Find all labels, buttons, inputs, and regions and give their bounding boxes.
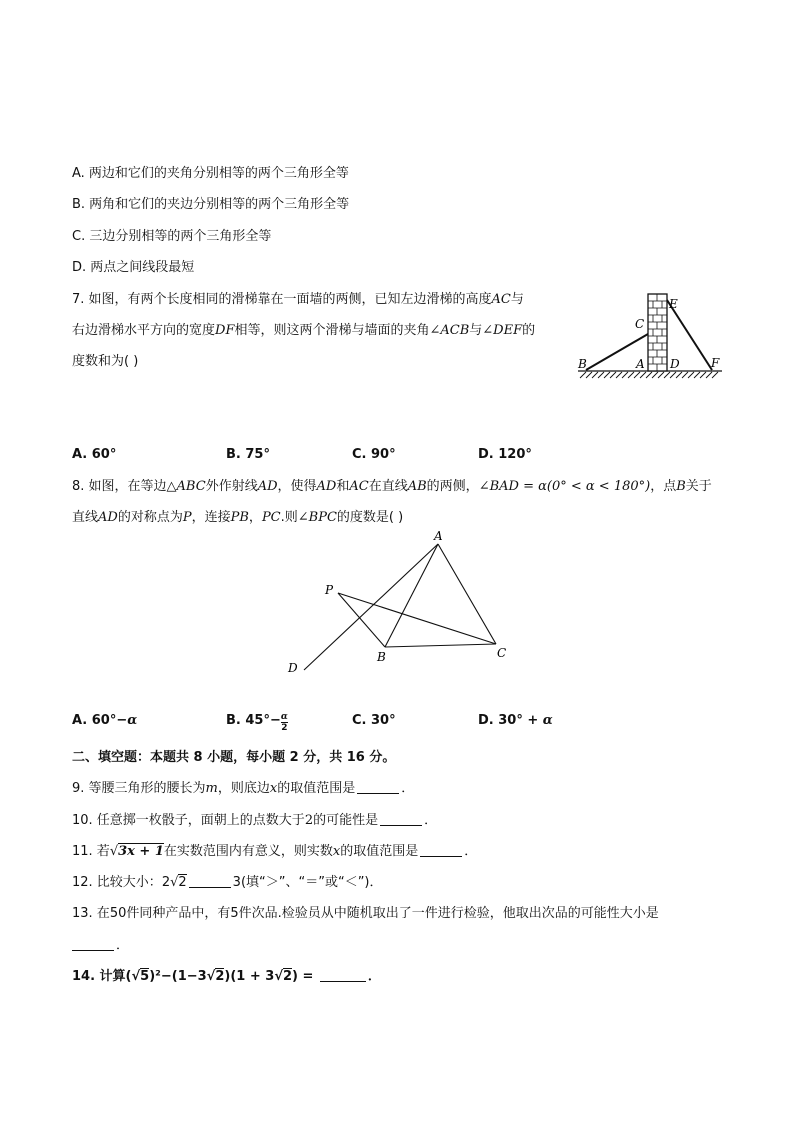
q11: [72, 843, 477, 861]
side-ab: [385, 544, 438, 647]
q8-math: PB: [230, 510, 249, 525]
fraction-denominator: 2: [281, 723, 288, 733]
q14: [72, 968, 381, 986]
q13-text: ．: [116, 938, 130, 953]
q9: [72, 780, 414, 798]
q14-text: ) =: [292, 969, 318, 984]
q8-option-c: C. 30°: [352, 713, 396, 728]
q7-option-b: B. 75°: [226, 447, 270, 462]
answer-blank[interactable]: [72, 937, 114, 951]
q12: [72, 874, 383, 892]
sqrt-sign: √: [170, 875, 179, 890]
q8-option-a-text: A. 60°−: [72, 713, 128, 728]
q11-text: 的取值范围是: [340, 844, 419, 859]
q8-option-a-math: α: [127, 713, 138, 728]
sqrt-sign: √: [206, 969, 216, 984]
q8-stem-line1: [72, 478, 712, 496]
q12-math: 2: [161, 875, 171, 890]
q8-math: AD: [257, 479, 278, 494]
q14-radicand: 2: [282, 969, 293, 984]
q8-text: 8. 如图，在等边: [72, 479, 167, 494]
q8-math: PC: [261, 510, 281, 525]
q6-option-c: C. 三边分别相等的两个三角形全等: [72, 229, 272, 244]
q7-figure: [572, 288, 727, 384]
ray-ad: [304, 544, 438, 670]
q10: [72, 812, 437, 830]
q11-text: ．: [464, 844, 478, 859]
q13-math: 5: [230, 906, 239, 921]
segment-pc: [338, 593, 496, 644]
q7-math: ∠ACB: [429, 323, 470, 338]
q7-math: ∠DEF: [482, 323, 523, 338]
q8-text: ，: [248, 510, 262, 525]
answer-blank[interactable]: [380, 812, 422, 826]
q8-math: AD: [316, 479, 337, 494]
answer-blank[interactable]: [189, 874, 231, 888]
q7-math: DF: [215, 323, 235, 338]
q8-math: AD: [98, 510, 118, 525]
sqrt-sign: √: [274, 969, 283, 984]
q7-text: 与: [510, 292, 524, 307]
q14-text: )²−(1−3: [149, 969, 207, 984]
q8-option-d-text: D. 30° +: [478, 713, 543, 728]
fraction-numerator: α: [280, 712, 288, 722]
q14-text: )(1 + 3: [224, 969, 275, 984]
q10-text: 的可能性是: [313, 813, 379, 828]
q8-math: ∠BAD = α(0° < α < 180°): [478, 479, 651, 494]
q13-text: 13. 在: [72, 906, 110, 921]
q8-figure: [280, 530, 520, 680]
q8-text: 在直线: [368, 479, 408, 494]
q7-text: 的: [522, 323, 536, 338]
sqrt-sign: √: [131, 969, 141, 984]
ground-hatching: [580, 372, 718, 378]
label-b: B: [377, 650, 386, 664]
q14-radicand: 2: [215, 969, 225, 984]
q13-line2: [72, 937, 129, 955]
q9-text: 9. 等腰三角形的腰长为: [72, 781, 206, 796]
q12-radicand: 2: [178, 875, 187, 890]
label-c: C: [497, 646, 507, 660]
q8-option-b-text: B. 45°−: [226, 713, 281, 728]
q13-math: 50: [109, 906, 127, 921]
q9-math: x: [269, 781, 278, 796]
q10-text: ．: [424, 813, 438, 828]
q8-text: ，点: [650, 479, 677, 494]
q8-text: 的度数是( ): [336, 510, 404, 525]
q11-text: 在实数范围内有意义，则实数: [163, 844, 333, 859]
label-f: F: [711, 356, 720, 370]
q10-text: 10. 任意掷一枚骰子，面朝上的点数大于: [72, 813, 305, 828]
answer-blank[interactable]: [320, 968, 366, 982]
q8-math: B: [676, 479, 686, 494]
q8-option-a: [72, 712, 137, 730]
q12-math: 3: [232, 875, 241, 890]
q7-text: 右边滑梯水平方向的宽度: [72, 323, 216, 338]
q7-math: AC: [491, 292, 511, 307]
q12-text: (填“＞”、“＝”或“＜”)．: [240, 875, 383, 890]
q14-text: 14. 计算(: [72, 969, 132, 984]
label-d: D: [670, 357, 680, 371]
q8-math: AB: [407, 479, 427, 494]
q8-option-d-math: α: [542, 713, 553, 728]
q8-math: ∠BPC: [297, 510, 337, 525]
fraction-alpha-over-2: [281, 712, 288, 733]
q7-text: 7. 如图，有两个长度相同的滑梯靠在一面墙的两侧，已知左边滑梯的高度: [72, 292, 492, 307]
label-p: P: [325, 583, 334, 597]
q8-text: 和: [336, 479, 350, 494]
brick-wall: [648, 294, 667, 371]
q13-text: 件同种产品中，有: [126, 906, 231, 921]
section-fill-blank-heading: 二、填空题：本题共 8 小题，每小题 2 分，共 16 分。: [72, 750, 396, 765]
q8-text: .则: [280, 510, 298, 525]
sqrt-sign: √: [109, 844, 119, 859]
q6-option-a: A. 两边和它们的夹角分别相等的两个三角形全等: [72, 166, 349, 181]
answer-blank[interactable]: [420, 843, 462, 857]
q8-math: △ABC: [166, 479, 206, 494]
q11-math: x: [332, 844, 341, 859]
label-e: E: [669, 297, 678, 311]
q8-text: ，连接: [191, 510, 231, 525]
q10-math: 2: [304, 813, 314, 828]
q8-text: ，使得: [277, 479, 317, 494]
q8-text: 直线: [72, 510, 99, 525]
q7-stem-line3: 度数和为( ): [72, 354, 139, 369]
q8-math: P: [182, 510, 192, 525]
label-a: A: [636, 357, 645, 371]
q7-stem-line2: [72, 322, 535, 340]
q11-radicand: 3x + 1: [118, 844, 164, 859]
q7-stem-line1: [72, 291, 524, 309]
answer-blank[interactable]: [357, 780, 399, 794]
q8-text: 的两侧，: [426, 479, 479, 494]
q7-option-c: C. 90°: [352, 447, 396, 462]
q9-math: m: [205, 781, 218, 796]
q8-option-d: [478, 712, 553, 730]
q6-option-d: D. 两点之间线段最短: [72, 260, 195, 275]
q9-text: ．: [401, 781, 415, 796]
q9-text: ，则底边: [217, 781, 270, 796]
q14-text: ．: [367, 969, 381, 984]
q7-text: 与: [469, 323, 483, 338]
q7-option-a: A. 60°: [72, 447, 117, 462]
q12-text: 12. 比较大小：: [72, 875, 162, 890]
q8-text: 的对称点为: [117, 510, 183, 525]
q8-text: 外作射线: [205, 479, 258, 494]
q9-text: 的取值范围是: [277, 781, 356, 796]
label-a: A: [434, 530, 443, 543]
side-bc: [385, 644, 496, 647]
q8-option-b: [226, 712, 288, 733]
q13-line1: [72, 905, 659, 923]
q11-text: 11. 若: [72, 844, 110, 859]
side-ac: [438, 544, 496, 644]
q6-option-b: B. 两角和它们的夹边分别相等的两个三角形全等: [72, 197, 350, 212]
label-d: D: [288, 661, 298, 675]
q8-stem-line2: [72, 509, 403, 527]
q8-math: AC: [349, 479, 369, 494]
q14-radicand: 5: [140, 969, 150, 984]
q13-text: 件次品.检验员从中随机取出了一件进行检验，他取出次品的可能性大小是: [238, 906, 659, 921]
label-c: C: [635, 317, 645, 331]
q7-text: 相等，则这两个滑梯与墙面的夹角: [234, 323, 430, 338]
q7-option-d: D. 120°: [478, 447, 532, 462]
q8-text: 关于: [685, 479, 712, 494]
label-b: B: [578, 357, 587, 371]
